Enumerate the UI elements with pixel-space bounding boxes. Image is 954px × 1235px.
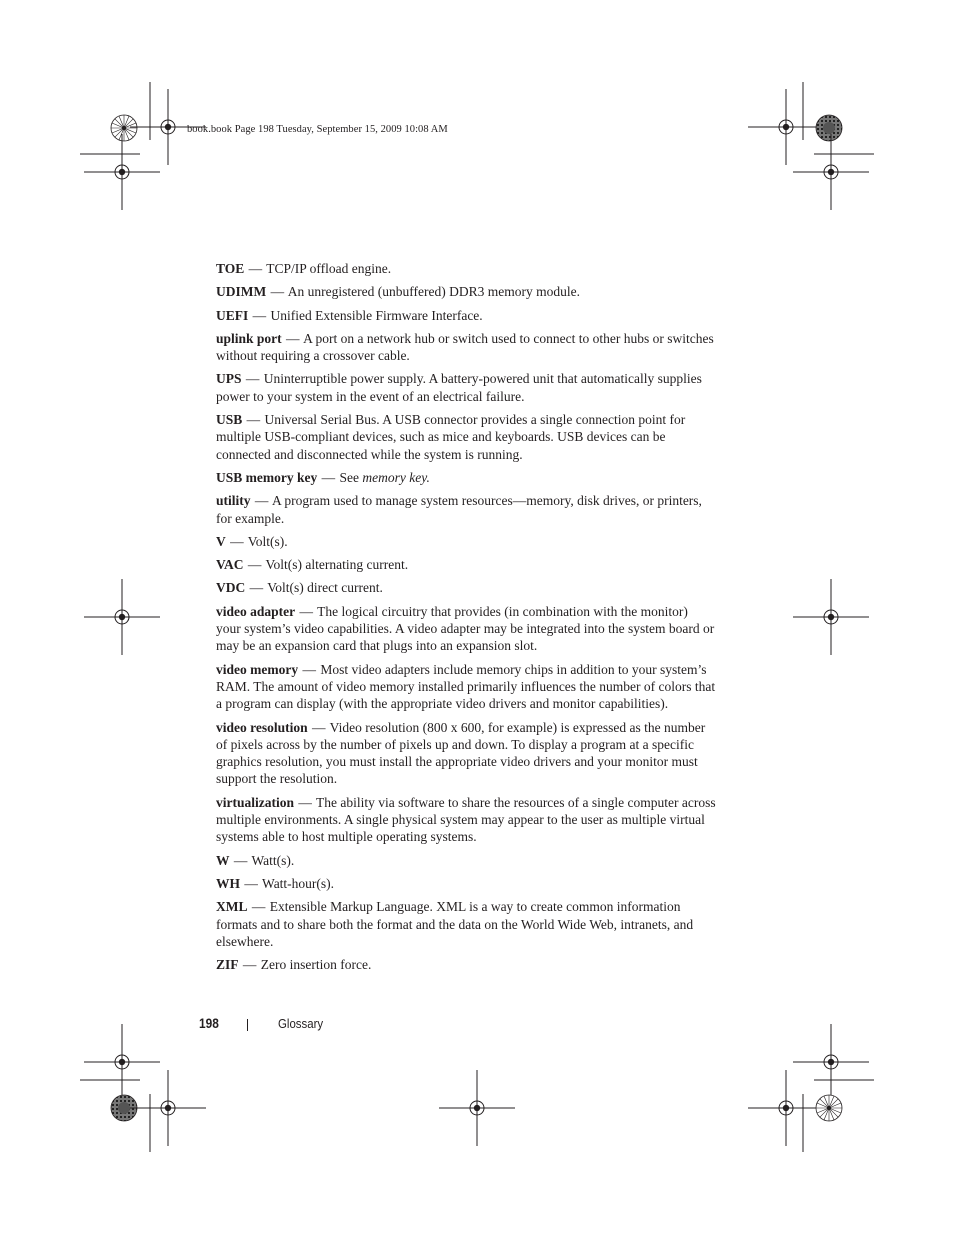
glossary-entry [216, 661, 716, 713]
glossary-entry [216, 719, 716, 788]
glossary-list [216, 260, 716, 979]
glossary-term: TOE [216, 261, 245, 276]
glossary-entry [216, 556, 716, 573]
see-also-reference: memory key. [362, 469, 430, 485]
glossary-entry [216, 898, 716, 950]
em-dash-separator: — [245, 371, 260, 387]
glossary-term: utility [216, 493, 251, 509]
em-dash-separator: — [247, 557, 262, 573]
em-dash-separator: — [286, 330, 300, 346]
glossary-entry [216, 330, 716, 365]
em-dash-separator: — [244, 875, 258, 891]
footer-divider [247, 1019, 248, 1031]
glossary-term: USB memory key [216, 469, 318, 485]
crosshair-mark-top-right [748, 89, 824, 165]
glossary-definition: Most video adapters include memory chips in addition to your system’s RAM. The amount of video memory installed primarily influences the number of colors that a program can display (with the appropriate video drivers and monitor capabilities). [216, 661, 716, 712]
crosshair-mark-right-lower [793, 1024, 869, 1100]
glossary-entry [216, 603, 716, 655]
crosshair-mark-left-upper [84, 134, 160, 210]
glossary-entry [216, 956, 716, 973]
glossary-term: WH [216, 875, 241, 891]
em-dash-separator: — [254, 493, 269, 509]
glossary-entry [216, 852, 716, 869]
em-dash-separator: — [230, 533, 244, 549]
crosshair-mark-left-middle [84, 579, 160, 655]
page-number: 198 [199, 1015, 219, 1031]
glossary-definition: An unregistered (unbuffered) DDR3 memory module. [287, 284, 580, 300]
em-dash-separator: — [252, 307, 267, 323]
em-dash-separator: — [298, 794, 312, 810]
glossary-term: XML [216, 899, 248, 915]
glossary-term: V [216, 533, 226, 549]
glossary-definition: Zero insertion force. [260, 957, 372, 973]
glossary-definition: Video resolution (800 x 600, for example) is expressed as the number of pixels across by the number of pixels up and down. To display a program at a specific graphics resolution, you must install the appropriate video drivers and your monitor must support the resolution. [216, 719, 706, 787]
glossary-entry [216, 260, 716, 277]
glossary-term: W [216, 852, 230, 868]
em-dash-separator: — [270, 284, 285, 300]
crosshair-mark-left-lower [84, 1024, 160, 1100]
glossary-entry [216, 283, 716, 300]
glossary-entry [216, 794, 716, 846]
glossary-definition: A program used to manage system resources—memory, disk drives, or printers, for example. [216, 493, 702, 526]
page-footer [0, 1015, 954, 1035]
glossary-definition: Volt(s) direct current. [267, 580, 383, 596]
glossary-definition: See [339, 469, 363, 485]
glossary-term: UEFI [216, 307, 249, 323]
glossary-entry [216, 492, 716, 527]
registration-rosette-top-right [816, 115, 842, 141]
glossary-term: uplink port [216, 330, 282, 346]
glossary-term: ZIF [216, 957, 239, 973]
glossary-entry [216, 875, 716, 892]
crosshair-mark-bottom-right [748, 1070, 824, 1146]
em-dash-separator: — [249, 580, 264, 596]
glossary-definition: Extensible Markup Language. XML is a way to create common information formats and to share both the format and the data on the World Wide Web, intranets, and elsewhere. [216, 899, 694, 949]
glossary-term: UDIMM [216, 284, 267, 300]
section-title: Glossary [278, 1016, 324, 1031]
glossary-entry [216, 533, 716, 550]
glossary-term: video memory [216, 661, 299, 677]
em-dash-separator: — [248, 261, 263, 276]
glossary-definition: Watt-hour(s). [262, 875, 335, 891]
glossary-definition: Uninterruptible power supply. A battery-powered unit that automatically supplies power to your system in the event of an electrical failure. [216, 371, 702, 404]
crosshair-mark-bottom-left [130, 1070, 206, 1146]
glossary-definition: The ability via software to share the resources of a single computer across multiple environments. A single physical system may appear to the user as multiple virtual systems able to host multiple operating systems. [216, 794, 716, 845]
glossary-term: USB [216, 412, 243, 428]
em-dash-separator: — [312, 719, 326, 735]
crosshair-mark-right-middle [793, 579, 869, 655]
glossary-definition: The logical circuitry that provides (in combination with the monitor) your system’s video capabilities. A video adapter may be integrated into the system board or may be an expansion card that plugs into an expansion slot. [216, 603, 715, 654]
em-dash-separator: — [233, 852, 248, 868]
em-dash-separator: — [242, 957, 257, 973]
crosshair-mark-right-upper [793, 134, 869, 210]
glossary-definition: A port on a network hub or switch used to connect to other hubs or switches without requiring a crossover cable. [216, 330, 714, 364]
em-dash-separator: — [302, 661, 316, 677]
crosshair-mark-bottom-center [439, 1070, 515, 1146]
em-dash-separator: — [246, 412, 261, 428]
glossary-term: VDC [216, 580, 246, 596]
glossary-term: virtualization [216, 794, 294, 810]
glossary-entry [216, 469, 716, 486]
glossary-definition: Volt(s). [247, 533, 288, 549]
glossary-entry [216, 411, 716, 463]
glossary-definition: Universal Serial Bus. A USB connector provides a single connection point for multiple USB-compliant devices, such as mice and keyboards. USB devices can be connected and disconnected while the system is running. [216, 412, 686, 462]
em-dash-separator: — [299, 603, 313, 619]
em-dash-separator: — [251, 899, 266, 915]
glossary-definition: Unified Extensible Firmware Interface. [270, 307, 483, 323]
glossary-term: UPS [216, 371, 242, 387]
glossary-entry [216, 579, 716, 596]
print-file-info: book.book Page 198 Tuesday, September 15, 2009 10:08 AM [187, 124, 448, 135]
glossary-term: VAC [216, 557, 244, 573]
glossary-entry [216, 307, 716, 324]
registration-rosette-top-left [111, 115, 137, 141]
em-dash-separator: — [321, 469, 336, 485]
glossary-definition: Volt(s) alternating current. [265, 557, 409, 573]
glossary-entry [216, 370, 716, 405]
registration-rosette-bottom-right [816, 1095, 842, 1121]
glossary-definition: Watt(s). [251, 852, 295, 868]
glossary-term: video resolution [216, 719, 308, 735]
glossary-term: video adapter [216, 603, 296, 619]
glossary-definition: TCP/IP offload engine. [266, 261, 392, 276]
